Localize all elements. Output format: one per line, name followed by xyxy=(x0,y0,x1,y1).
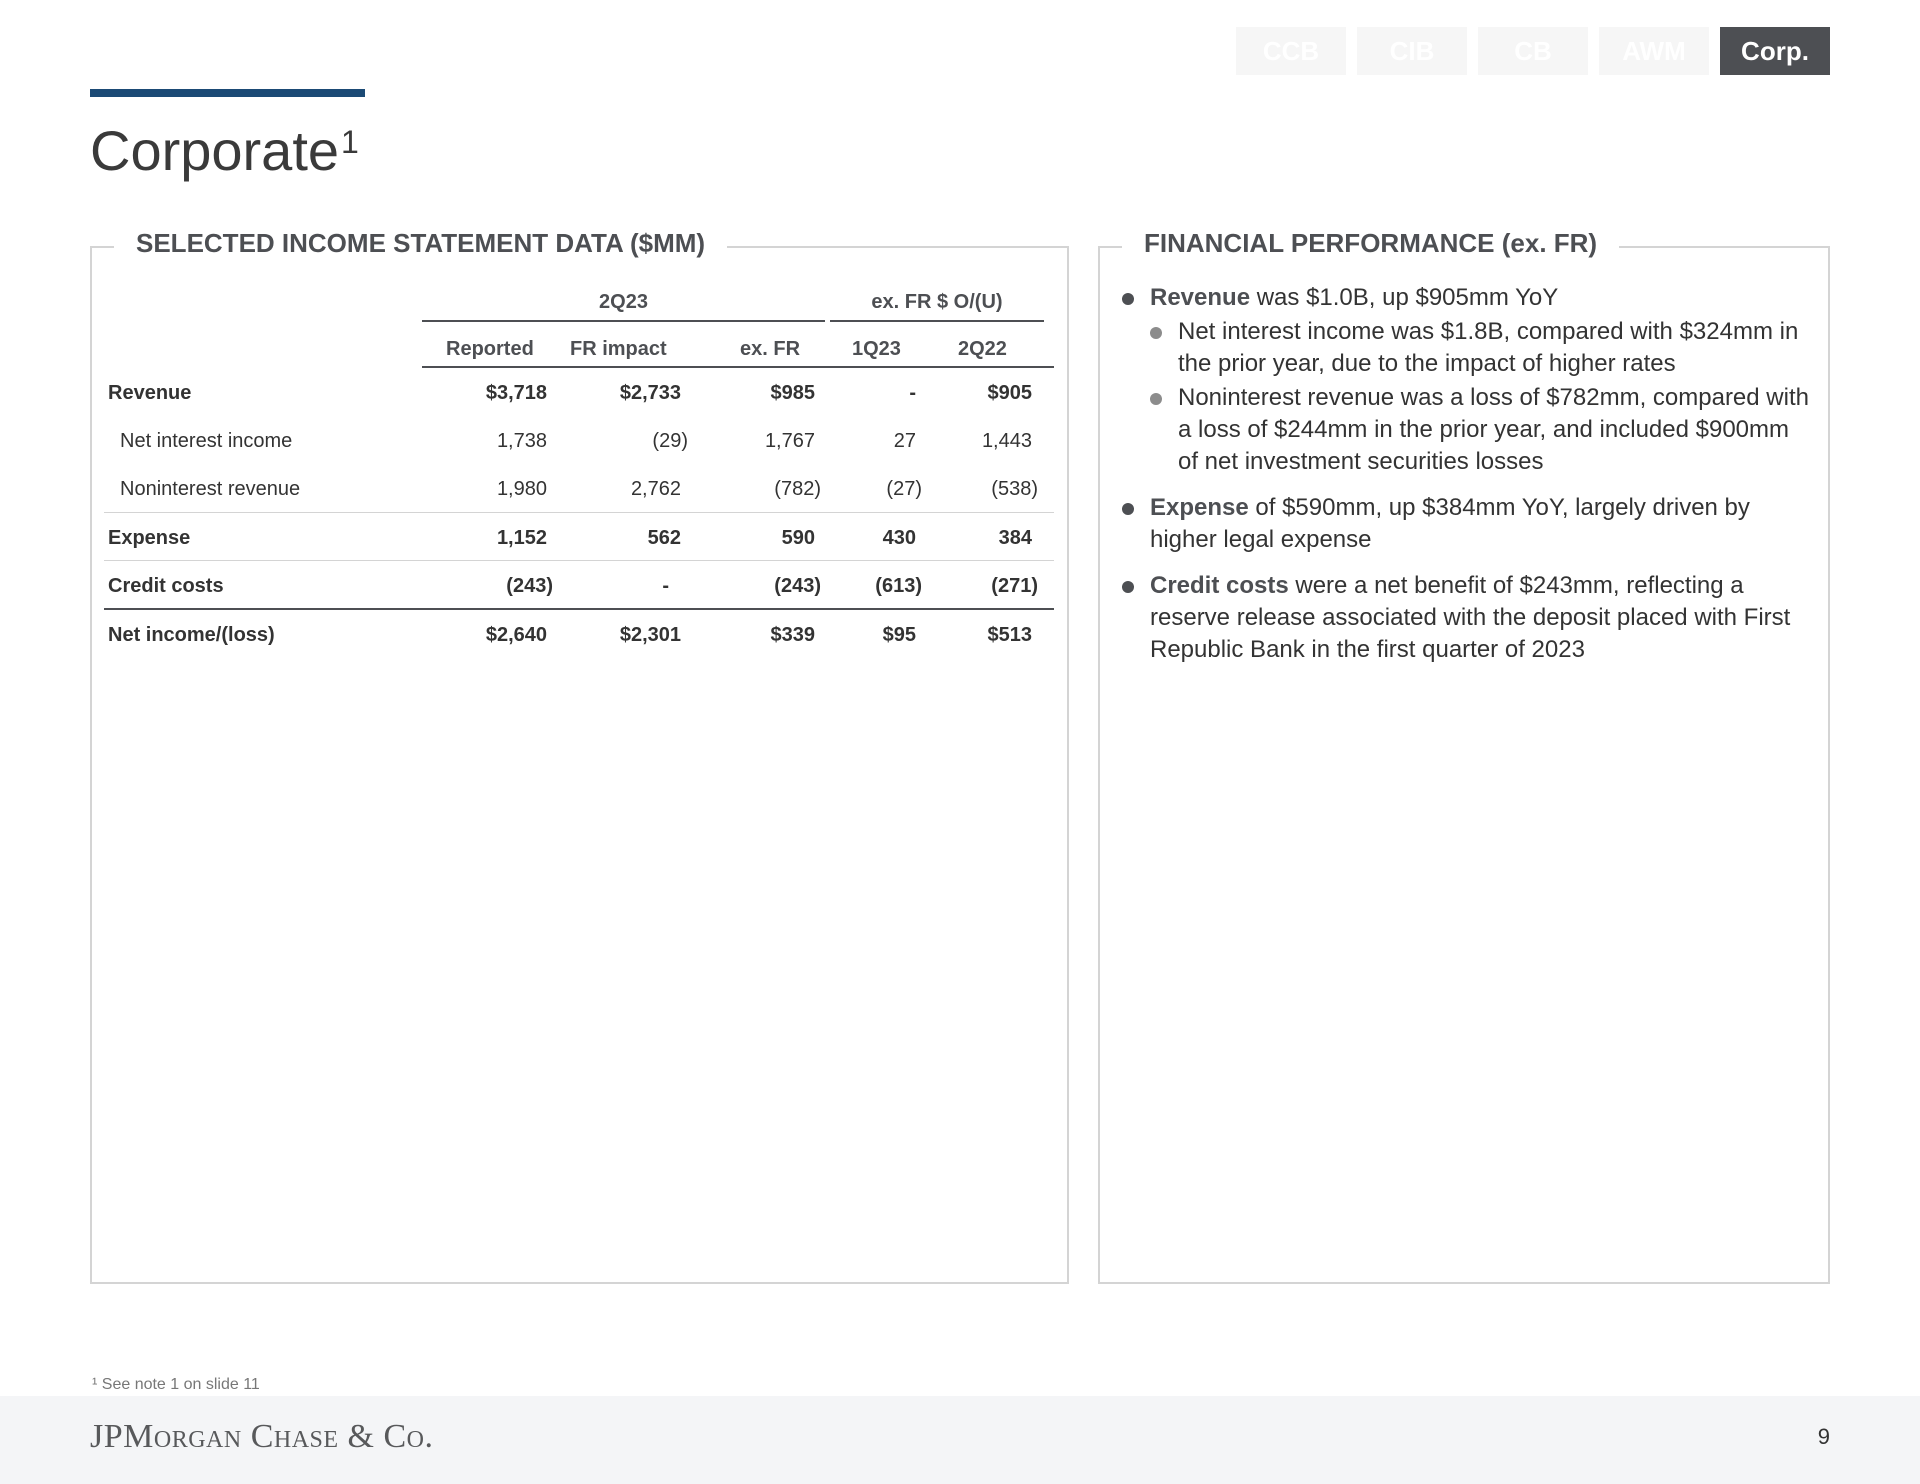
col-header-ex-fr: ex. FR xyxy=(740,338,801,360)
financial-performance-heading: FINANCIAL PERFORMANCE (ex. FR) xyxy=(1122,228,1619,259)
row-label: Credit costs xyxy=(108,575,224,597)
cell-fr-impact: $2,733 xyxy=(619,382,681,404)
segment-tabs xyxy=(1236,27,1830,75)
table-group-header-row xyxy=(104,288,1054,324)
cell-reported: $3,718 xyxy=(485,382,547,404)
cell-reported: 1,152 xyxy=(496,527,547,549)
cell-fr-impact: 2,762 xyxy=(630,478,681,500)
row-label: Revenue xyxy=(108,382,192,404)
table-row-net-interest-income xyxy=(104,416,1054,464)
bullet-bold: Credit costs xyxy=(1150,572,1289,599)
col-header-1q23: 1Q23 xyxy=(852,338,901,360)
income-statement-heading: SELECTED INCOME STATEMENT DATA ($MM) xyxy=(114,228,727,259)
tab-cib[interactable]: CIB xyxy=(1357,27,1467,75)
tab-corp[interactable]: Corp. xyxy=(1720,27,1830,75)
page-title xyxy=(90,118,359,183)
group-header-2q23: 2Q23 xyxy=(422,288,825,322)
cell-2q22: 1,443 xyxy=(981,430,1032,452)
performance-bullets xyxy=(1120,282,1810,680)
cell-reported: 1,738 xyxy=(496,430,547,452)
row-label: Net income/(loss) xyxy=(108,624,275,646)
table-row-revenue xyxy=(104,368,1054,416)
cell-ex-fr: $339 xyxy=(770,624,815,646)
footer-bar xyxy=(0,1396,1920,1484)
bullet-bold: Expense xyxy=(1150,494,1249,521)
row-label: Expense xyxy=(108,527,191,549)
cell-1q23: 430 xyxy=(882,527,916,549)
bullet-text: of $590mm, up $384mm YoY, largely driven by higher legal expense xyxy=(1150,494,1750,553)
cell-1q23: 27 xyxy=(893,430,916,452)
cell-fr-impact: 562 xyxy=(647,527,681,549)
financial-performance-panel xyxy=(1098,228,1830,1284)
title-footnote-marker: 1 xyxy=(341,124,359,160)
cell-ex-fr: 590 xyxy=(781,527,815,549)
bullet-group-revenue xyxy=(1120,282,1810,478)
cell-1q23: - xyxy=(909,382,916,404)
bullet-text: were a net benefit of $243mm, reflecting a reserve release associated with the deposit placed with First Republic Bank in the first quarter of 2023 xyxy=(1150,572,1791,663)
cell-reported: (243) xyxy=(506,575,553,597)
bullet-credit-costs xyxy=(1120,570,1810,666)
cell-2q22: (271) xyxy=(991,575,1038,597)
bullet-revenue xyxy=(1120,282,1810,314)
cell-ex-fr: 1,767 xyxy=(764,430,815,452)
table-row-noninterest-revenue xyxy=(104,464,1054,512)
page-title-text: Corporate xyxy=(90,119,340,182)
title-accent-bar xyxy=(90,89,365,97)
cell-1q23: (613) xyxy=(875,575,922,597)
cell-reported: $2,640 xyxy=(485,624,547,646)
cell-1q23: $95 xyxy=(882,624,916,646)
cell-ex-fr: (243) xyxy=(774,575,821,597)
cell-ex-fr: (782) xyxy=(774,478,821,500)
tab-awm[interactable]: AWM xyxy=(1599,27,1709,75)
cell-2q22: (538) xyxy=(991,478,1038,500)
cell-ex-fr: $985 xyxy=(770,382,815,404)
tab-ccb[interactable]: CCB xyxy=(1236,27,1346,75)
cell-fr-impact: (29) xyxy=(652,430,688,452)
cell-2q22: $905 xyxy=(987,382,1032,404)
cell-2q22: 384 xyxy=(998,527,1032,549)
bullet-expense xyxy=(1120,492,1810,556)
cell-reported: 1,980 xyxy=(496,478,547,500)
col-header-fr-impact: FR impact xyxy=(570,338,667,360)
cell-fr-impact: $2,301 xyxy=(619,624,681,646)
table-column-header-row xyxy=(422,324,1054,368)
tab-cb[interactable]: CB xyxy=(1478,27,1588,75)
page-number: 9 xyxy=(1817,1424,1830,1449)
table-row-credit-costs xyxy=(104,560,1054,608)
footnote: ¹ See note 1 on slide 11 xyxy=(92,1376,260,1393)
cell-2q22: $513 xyxy=(987,624,1032,646)
income-statement-table xyxy=(104,288,1054,656)
sub-bullet-noninterest-revenue: Noninterest revenue was a loss of $782mm, compared with a loss of $244mm in the prior year, and included $900mm of net investment securities losses xyxy=(1120,382,1810,478)
row-label: Noninterest revenue xyxy=(120,478,301,500)
col-header-reported: Reported xyxy=(446,338,534,360)
bullet-bold: Revenue xyxy=(1150,284,1251,311)
bullet-text: was $1.0B, up $905mm YoY xyxy=(1250,284,1559,311)
cell-fr-impact: - xyxy=(662,575,669,597)
table-row-expense xyxy=(104,512,1054,560)
row-label: Net interest income xyxy=(120,430,293,452)
table-row-net-income xyxy=(104,608,1054,656)
cell-1q23: (27) xyxy=(886,478,922,500)
col-header-2q22: 2Q22 xyxy=(958,338,1007,360)
sub-bullet-net-interest-income: Net interest income was $1.8B, compared with $324mm in the prior year, due to the impact of higher rates xyxy=(1120,316,1810,380)
group-header-exfr-ou: ex. FR $ O/(U) xyxy=(830,288,1044,322)
company-logo: JPMorgan Chase & Co. xyxy=(90,1418,434,1455)
income-statement-panel xyxy=(90,228,1069,1284)
